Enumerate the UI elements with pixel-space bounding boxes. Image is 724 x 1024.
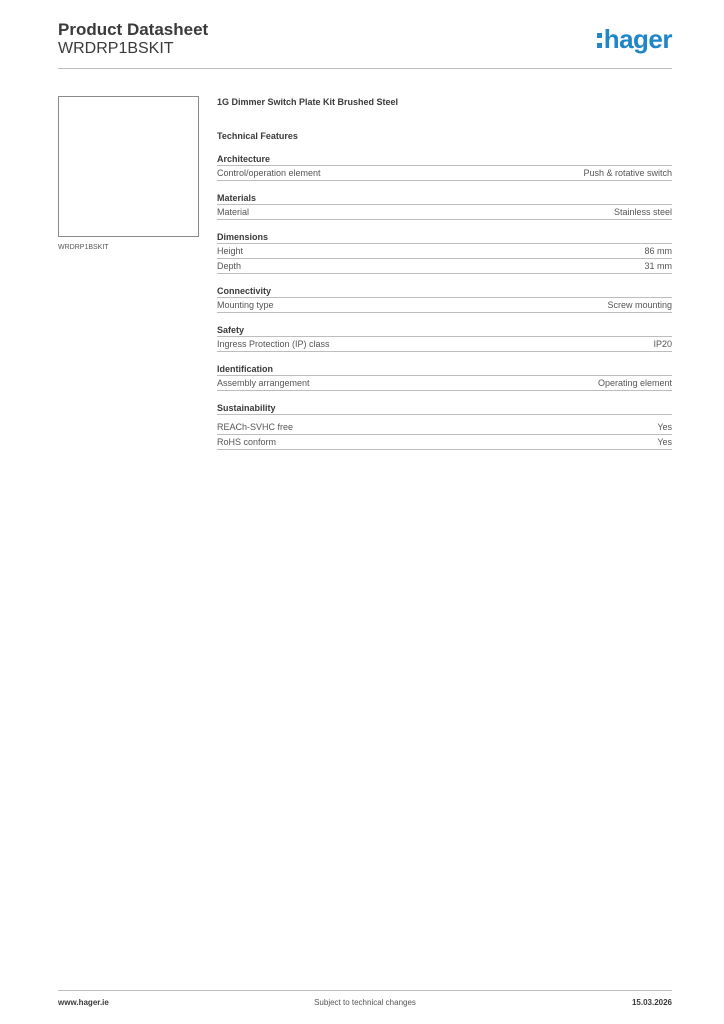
spec-row	[217, 244, 672, 259]
section-title: Connectivity	[217, 285, 672, 298]
footer	[58, 998, 672, 1010]
spec-row	[217, 166, 672, 181]
spec-value: Push & rotative switch	[583, 168, 672, 178]
spec-sections	[217, 153, 672, 450]
spec-section	[217, 153, 672, 181]
logo-text: hager	[603, 24, 672, 54]
spec-row	[217, 376, 672, 391]
spec-row	[217, 298, 672, 313]
spec-label: Control/operation element	[217, 168, 321, 178]
spec-section	[217, 402, 672, 450]
section-title: Dimensions	[217, 231, 672, 244]
spec-row	[217, 205, 672, 220]
spec-row	[217, 435, 672, 450]
spec-value: Operating element	[597, 378, 672, 388]
product-image-placeholder	[58, 96, 199, 237]
spec-label: Height	[217, 246, 244, 256]
spec-section	[217, 231, 672, 274]
spec-value: Screw mounting	[607, 300, 672, 310]
spec-section	[217, 192, 672, 220]
spec-section	[217, 285, 672, 313]
page-title: Product Datasheet	[58, 20, 209, 39]
product-code: WRDRP1BSKIT	[58, 40, 174, 57]
spec-label: Ingress Protection (IP) class	[217, 339, 330, 349]
image-caption: WRDRP1BSKIT	[58, 244, 109, 251]
section-title: Sustainability	[217, 402, 672, 415]
section-title: Safety	[217, 324, 672, 337]
technical-features-heading: Technical Features	[217, 131, 298, 141]
spec-label: Depth	[217, 261, 242, 271]
spec-row	[217, 259, 672, 274]
footer-website: www.hager.ie	[58, 998, 109, 1007]
spec-value: Yes	[657, 422, 672, 432]
spec-row	[217, 420, 672, 435]
spec-value: Yes	[657, 437, 672, 447]
spec-value: Stainless steel	[613, 207, 672, 217]
spec-label: Assembly arrangement	[217, 378, 310, 388]
section-title: Architecture	[217, 153, 672, 166]
spec-label: Mounting type	[217, 300, 274, 310]
spec-content	[217, 96, 672, 450]
spec-label: Material	[217, 207, 250, 217]
section-title: Materials	[217, 192, 672, 205]
logo-dots-icon	[597, 26, 602, 51]
header-divider	[58, 68, 672, 69]
spec-label: RoHS conform	[217, 437, 277, 447]
footer-notice: Subject to technical changes	[314, 998, 416, 1007]
footer-date: 15.03.2026	[631, 998, 672, 1007]
spec-section	[217, 324, 672, 352]
product-name: 1G Dimmer Switch Plate Kit Brushed Steel	[217, 97, 399, 107]
spec-value: 86 mm	[644, 246, 672, 256]
section-title: Identification	[217, 363, 672, 376]
spec-label: REACh-SVHC free	[217, 422, 294, 432]
spec-row	[217, 337, 672, 352]
spec-value: 31 mm	[644, 261, 672, 271]
hager-logo	[597, 26, 672, 56]
footer-divider	[58, 990, 672, 991]
spec-value: IP20	[653, 339, 672, 349]
spec-section	[217, 363, 672, 391]
